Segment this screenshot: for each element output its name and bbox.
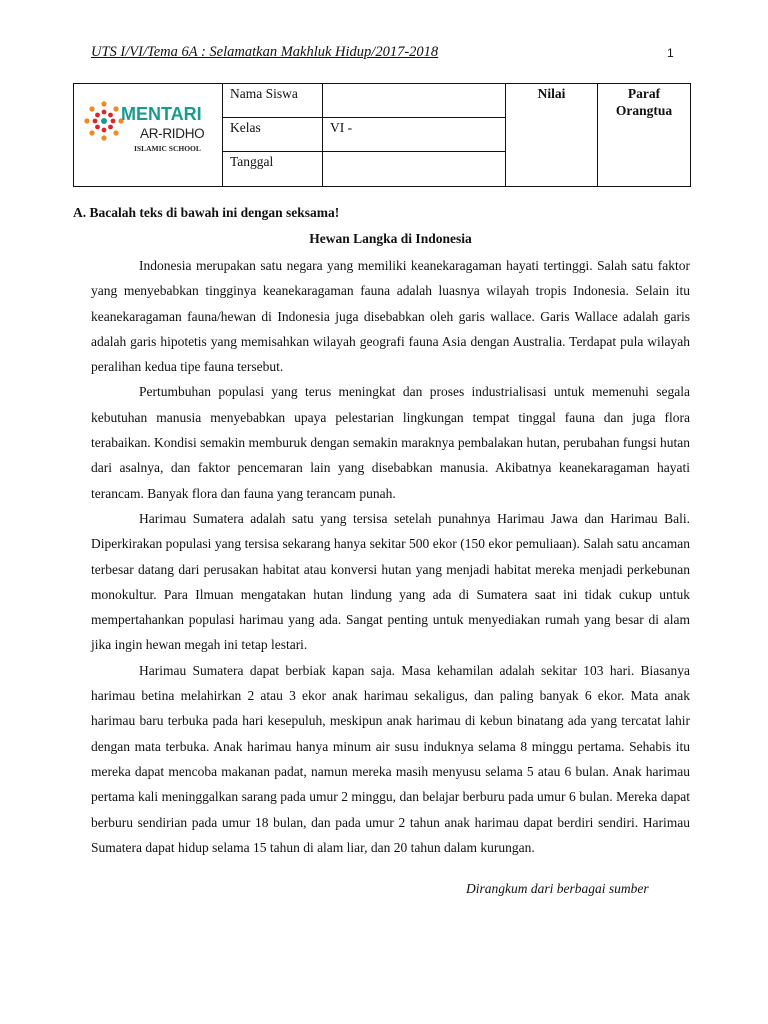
page-number: 1 xyxy=(667,46,674,60)
logo-subtitle: AR-RIDHO xyxy=(140,125,205,141)
parent-signature-field[interactable] xyxy=(598,84,691,187)
class-field[interactable]: VI - xyxy=(323,118,506,152)
article-paragraph: Harimau Sumatera adalah satu yang tersisa setelah punahnya Harimau Jawa dan Harimau Bali. Diperkirakan populasi yang tersisa sekarang hanya sekitar 500 ekor (150 ekor pemuliaan). Salah satu ancaman terbesar datang dari perusakan habitat atau konversi hutan yang menjadi habitat mereka menjadi perkebunan monokultur. Para Ilmuan mengatakan hutan lindung yang ada di Sumatera saat ini tidak cukup untuk mempertahankan populasi harimau yang ada. Sangat penting untuk menyediakan rumah yang besar di alam jika ingin hewan megah ini tetap lestari. xyxy=(91,510,690,653)
school-logo xyxy=(74,85,222,186)
school-logo-cell xyxy=(74,84,223,187)
article-source: Dirangkum dari berbagai sumber xyxy=(466,881,649,896)
exam-header-title: UTS I/VI/Tema 6A : Selamatkan Makhluk Hidup/2017-2018 xyxy=(91,44,439,60)
class-label: Kelas xyxy=(223,118,323,152)
score-label: Nilai xyxy=(537,86,566,101)
sun-logo-icon xyxy=(84,101,124,141)
logo-title: MENTARI xyxy=(121,103,202,124)
parent-signature-label: Paraf Orangtua xyxy=(615,86,673,118)
section-instruction: A. Bacalah teks di bawah ini dengan seksama! xyxy=(73,205,340,220)
date-label: Tanggal xyxy=(223,152,323,187)
article-paragraph: Pertumbuhan populasi yang terus meningkat dan proses industrialisasi untuk memenuhi segala kebutuhan manusia menyebabkan upaya pelestarian lingkungan tempat tinggal fauna dan juga flora terabaikan. Kondisi semakin memburuk dengan semakin maraknya pembalakan hutan, perubahan fungsi hutan dari asalnya, dan faktor pencemaran lain yang disebabkan manusia. Akibatnya keanekaragaman hayati terancam. Banyak flora dan fauna yang terancam punah. xyxy=(91,384,690,501)
article-body xyxy=(91,253,690,860)
name-label: Nama Siswa xyxy=(223,84,323,118)
logo-tagline: ISLAMIC SCHOOL xyxy=(134,143,201,153)
student-identity-table xyxy=(73,83,691,187)
date-field[interactable] xyxy=(323,152,506,187)
article-paragraph: Harimau Sumatera dapat berbiak kapan saja. Masa kehamilan adalah sekitar 103 hari. Biasanya harimau betina melahirkan 2 atau 3 ekor anak harimau sekaligus, dan paling banyak 6 ekor. Mata anak harimau baru terbuka pada hari kesepuluh, meskipun anak harimau di kebun binatang ada yang tercatat lahir dengan mata terbuka. Anak harimau hanya minum air susu induknya selama 8 minggu pertama. Sehabis itu mereka dapat mencoba makanan padat, namun mereka masih menyusu selama 5 atau 6 bulan. Anak harimau pertama kali meninggalkan sarang pada umur 2 minggu, dan belajar berburu pada umur 6 bulan. Mereka dapat berburu sendirian pada umur 18 bulan, dan pada umur 2 tahun anak harimau dapat berdiri sendiri. Harimau Sumatera dapat hidup selama 15 tahun di alam liar, dan 20 tahun dalam kurungan. xyxy=(91,662,690,855)
score-field[interactable] xyxy=(506,84,598,187)
article-paragraph: Indonesia merupakan satu negara yang memiliki keanekaragaman hayati tertinggi. Salah satu faktor yang menyebabkan tingginya keanekaragaman fauna adalah luasnya wilayah tropis Indonesia. Selain itu keanekaragaman fauna/hewan di Indonesia juga disebabkan oleh garis wallace. Garis Wallace adalah garis adalah garis hipotetis yang memisahkan wilayah geografi fauna Asia dengan Australia. Terdapat pula wilayah peralihan kedua tipe fauna tersebut. xyxy=(91,258,690,375)
article-title: Hewan Langka di Indonesia xyxy=(309,231,472,246)
name-field[interactable] xyxy=(323,84,506,118)
